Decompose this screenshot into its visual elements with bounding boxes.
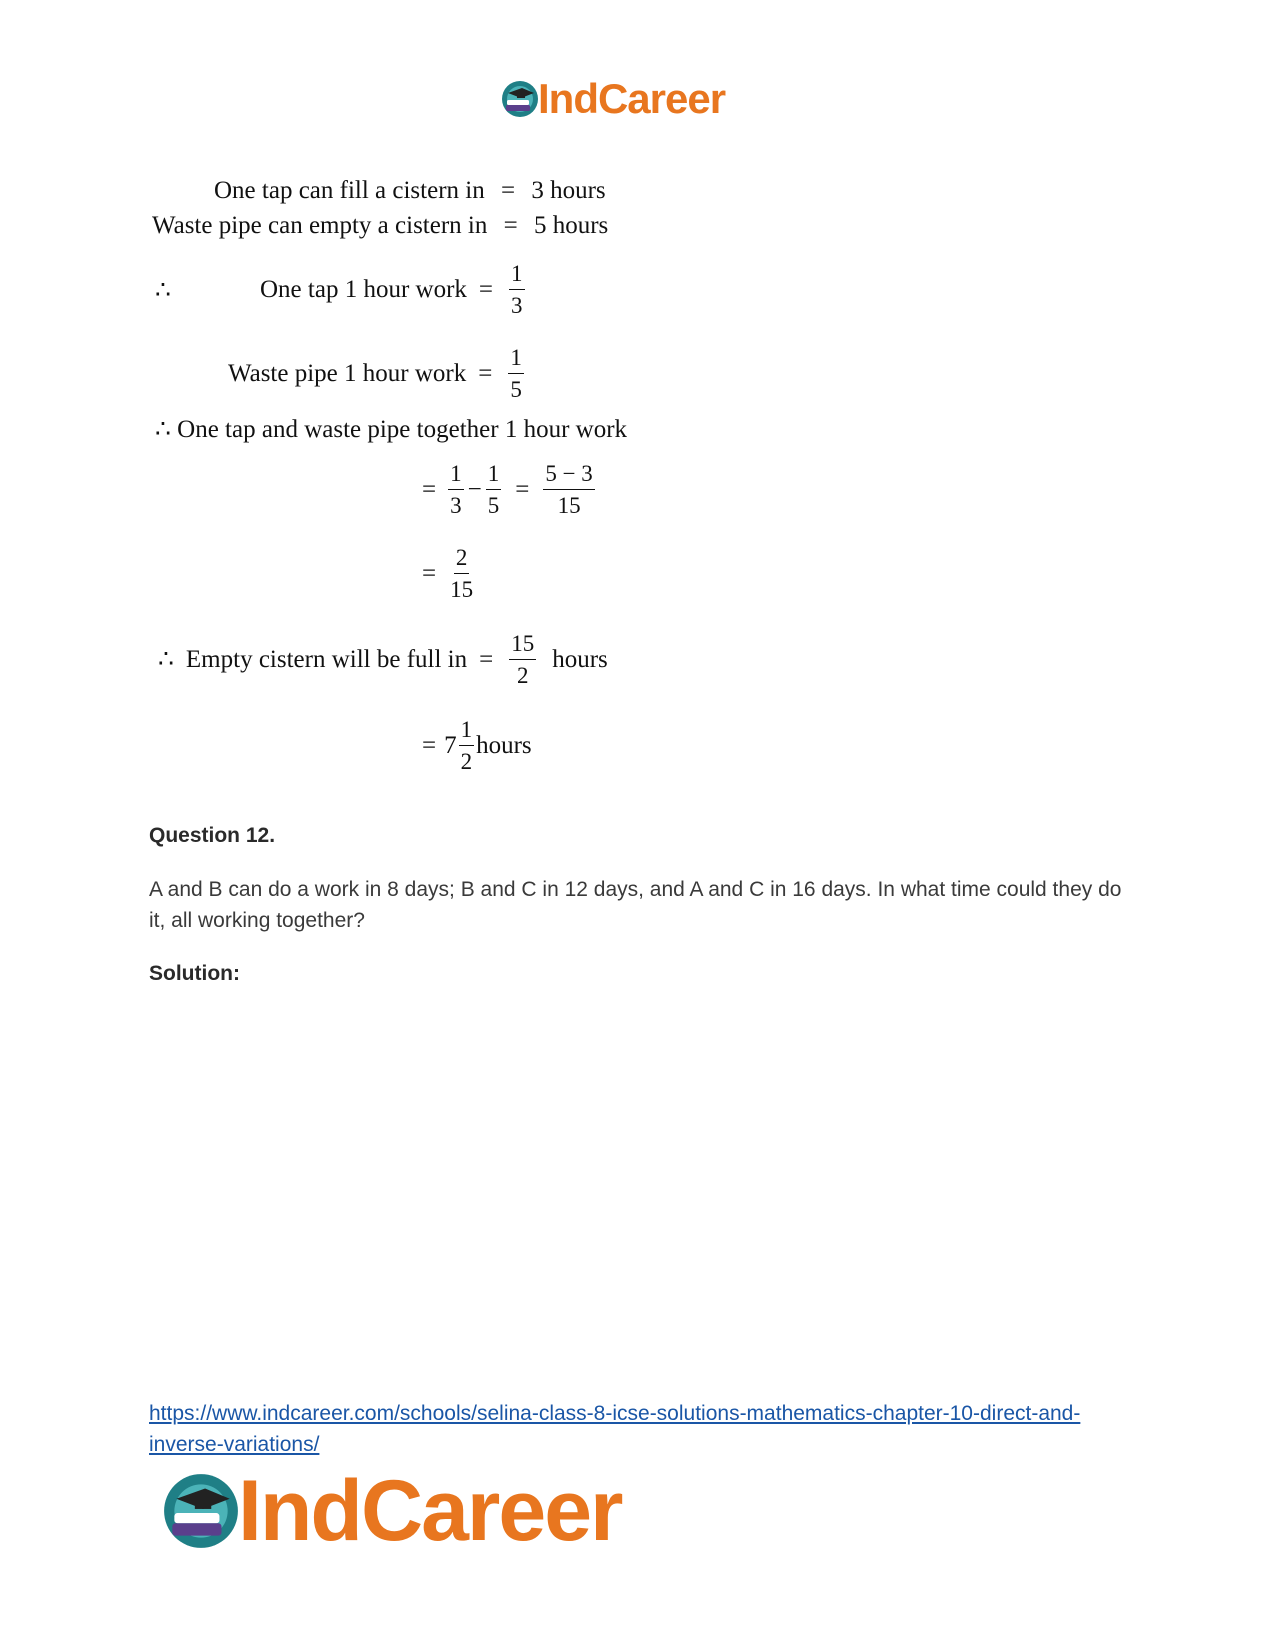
- fraction: $\frac{1}{5}$: [510, 345, 522, 402]
- math-line-result-fraction: = $\frac{2}{15}$: [422, 545, 474, 602]
- question-title: Question 12.: [149, 824, 276, 847]
- math-line-full-in: ∴ Empty cistern will be full in = $\frac{15}{2}$ hours: [158, 631, 608, 688]
- fraction: $\frac{2}{15}$: [450, 545, 474, 602]
- math-line-mixed-number: = 7 $\frac{1}{2}$ hours: [422, 717, 532, 774]
- fraction: $\frac{1}{5}$: [487, 461, 500, 518]
- source-link[interactable]: https://www.indcareer.com/schools/selina-class-8-icse-solutions-mathematics-chapter-10-direct-and-inverse-variations/: [149, 1402, 1081, 1456]
- therefore-symbol: ∴: [155, 277, 171, 304]
- fraction: $\frac{1}{3}$: [450, 461, 462, 518]
- graduation-cap-books-icon: [500, 79, 540, 119]
- fraction: $\frac{5 - 3}{15}$: [545, 461, 593, 518]
- fraction: $\frac{1}{2}$: [460, 717, 473, 774]
- math-line-waste-empty: Waste pipe can empty a cistern in = 5 hours: [152, 212, 609, 239]
- graduation-cap-books-icon: [160, 1470, 242, 1552]
- math-line-subtraction: = $\frac{1}{3}$ − $\frac{1}{5}$ = $\frac{5 - 3}{15}$: [422, 461, 593, 518]
- math-line-tap-hour-work: One tap 1 hour work = $\frac{1}{3}$: [260, 261, 523, 318]
- math-line-together: ∴ One tap and waste pipe together 1 hour work: [155, 416, 628, 443]
- fraction: $\frac{1}{3}$: [511, 261, 523, 318]
- math-line-tap-fill: One tap can fill a cistern in = 3 hours: [214, 177, 606, 204]
- math-line-waste-hour-work: Waste pipe 1 hour work = $\frac{1}{5}$: [228, 345, 522, 402]
- indcareer-logo-footer: [160, 1463, 622, 1559]
- logo-wordmark: IndCareer: [238, 1463, 622, 1559]
- fraction: $\frac{15}{2}$: [511, 631, 535, 688]
- logo-wordmark: IndCareer: [538, 75, 726, 122]
- indcareer-logo-header: [500, 75, 726, 122]
- question-text: A and B can do a work in 8 days; B and C in 12 days, and A and C in 16 days. In what time could they do it, all working together?: [149, 878, 1122, 932]
- solution-label: Solution:: [149, 962, 240, 985]
